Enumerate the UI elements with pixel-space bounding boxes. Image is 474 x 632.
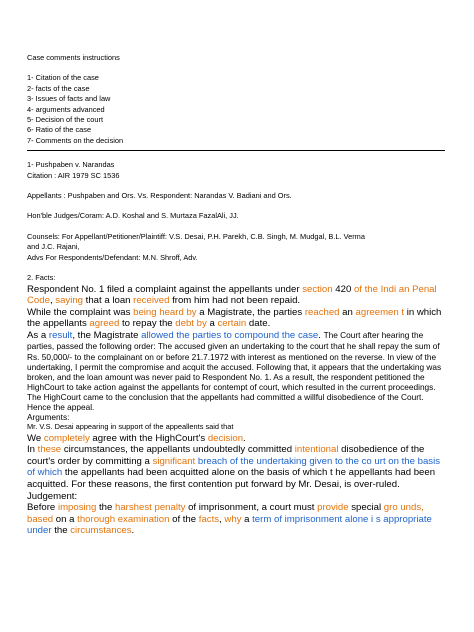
argument-paragraph (27, 433, 449, 445)
highlighted-word: gro unds, based (27, 502, 424, 525)
arguments-heading: Arguments: (27, 412, 70, 423)
facts-paragraph (27, 330, 447, 412)
highlighted-word: debt (175, 318, 194, 330)
instruction-item: 7- Comments on the decision (27, 135, 124, 145)
text-run: We (27, 432, 44, 444)
facts-heading: 2. Facts: (27, 273, 56, 283)
highlighted-word: agreed (89, 318, 120, 330)
instruction-item: 5- Decision of the court (27, 115, 103, 125)
highlighted-word: reached (304, 306, 340, 318)
highlighted-word: significant (152, 455, 196, 467)
highlighted-word: facts (198, 513, 220, 525)
instruction-item: 1- Citation of the case (27, 73, 99, 83)
highlighted-word: harshest penalty (115, 502, 186, 514)
judgement-paragraph (27, 502, 449, 537)
text-run: . (318, 329, 324, 341)
highlighted-word: intentional (294, 444, 339, 456)
text-run: an (339, 306, 356, 318)
case-judges: Hon'ble Judges/Coram: A.D. Koshal and S. Murtaza FazalAli, JJ. (27, 211, 239, 221)
text-run: circumstances, the appellants undoubtedly committed (61, 444, 295, 456)
text-run: to repay the (119, 318, 176, 330)
text-run: of the (169, 513, 199, 525)
highlighted-word: section (302, 283, 333, 295)
highlighted-word: allowed the parties to compound the case (141, 329, 319, 341)
highlighted-word: term of imprisonment alone i s appropriate under (27, 513, 432, 537)
text-run: of imprisonment, a court must (185, 502, 318, 514)
text-run: . (243, 432, 246, 444)
counsels-line: Counsels: For Appellant/Petitioner/Plaintiff: V.S. Desai, P.H. Parekh, C.B. Singh, M. Mudgal, B.L. Verma (27, 231, 365, 241)
text-run: In (27, 444, 38, 456)
instruction-item: 2- facts of the case (27, 83, 90, 93)
text-run: date. (246, 318, 271, 330)
text-run: 420 (332, 283, 354, 295)
text-run: As a (27, 329, 49, 341)
judgement-heading: Judgement: (27, 490, 78, 502)
arguments-intro: Mr. V.S. Desai appearing in support of the appeallents said that (27, 422, 234, 432)
text-run: in which the appellants (27, 306, 442, 330)
case-name: 1- Pushpaben v. Narandas (27, 160, 115, 170)
instructions-list (27, 73, 474, 146)
case-citation: Citation : AIR 1979 SC 1536 (27, 170, 120, 180)
text-run: agree with the HighCourt's (89, 432, 208, 444)
instruction-item: 3- Issues of facts and law (27, 94, 111, 104)
text-run: a (241, 513, 253, 525)
text-run: , (49, 295, 56, 307)
text-run: a (206, 318, 218, 330)
text-run: Before (27, 502, 58, 514)
highlighted-word: being heard by (133, 306, 197, 318)
counsels-respondent: Advs For Respondents/Defendant: M.N. Shroff, Adv. (27, 252, 198, 262)
highlighted-word: by (196, 318, 207, 330)
text-run: on a (53, 513, 78, 525)
highlighted-word: agreemen t (355, 306, 405, 318)
highlighted-word: of the (353, 283, 378, 295)
text-run: that a loan (83, 295, 134, 307)
text-run: , the Magistrate (72, 329, 142, 341)
highlighted-word: result (48, 329, 73, 341)
text-run: While the complaint was (27, 306, 134, 318)
highlighted-word: decision (207, 432, 244, 444)
highlighted-word: completely (43, 432, 90, 444)
highlighted-word: Indi an Penal Code (27, 283, 437, 307)
highlighted-word: certain (217, 318, 247, 330)
divider-rule (27, 150, 445, 151)
text-run: a Magistrate, the parties (196, 306, 305, 318)
argument-paragraph (27, 444, 449, 490)
highlighted-word: thorough examination (77, 513, 170, 525)
instruction-item: 6- Ratio of the case (27, 125, 92, 135)
text-run: the (51, 525, 71, 537)
highlighted-word: imposing (57, 502, 97, 514)
text-run: disobedience of the court's order by committing a (27, 444, 425, 467)
text-run: . (131, 525, 135, 537)
text-run: Respondent No. 1 filed a complaint against the appellants under (27, 283, 303, 295)
facts-paragraph (27, 307, 449, 330)
text-run: from him had not been repaid. (169, 295, 301, 307)
highlighted-word: received (133, 295, 170, 307)
highlighted-word: saying (55, 295, 84, 307)
highlighted-word: breach of the undertaking given to the co urt on the basis of which (27, 455, 441, 479)
highlighted-word: these (37, 444, 62, 456)
facts-body: The Court after hearing the parties, passed the following order: The accused given an undertaking to the court that he shall repay the sum of Rs. 50,000/- to the complainant on or before 21.7.1972 with interest as mentioned on the reverse. In view of the undertaking, I permit the compromise and acquit the accused. Following that, it appears that the undertaking was broken, and the loan amount was never paid to Respondent No. 1. As a result, the respondent petitioned the HighCourt to take action against the appellants for contempt of court, which resulted in the current proceedings. The HighCourt came to the conclusion that the appellants had committed a willful disobedience of the Court. Hence the appeal. (27, 329, 442, 413)
instructions-title: Case comments instructions (27, 53, 120, 62)
text-run: special (348, 502, 384, 514)
facts-paragraph (27, 284, 449, 307)
instruction-item: 4- arguments advanced (27, 104, 105, 114)
facts-lead (27, 330, 324, 341)
case-parties: Appellants : Pushpaben and Ors. Vs. Respondent: Narandas V. Badiani and Ors. (27, 191, 292, 201)
highlighted-word: circumstances (70, 525, 132, 537)
text-run: the appellants had been acquitted alone on the basis of which t he appellants had been acquitted. For these reasons, the first contention put forward by Mr. Desai, is over-ruled. (27, 467, 436, 490)
text-run: , (219, 513, 225, 525)
highlighted-word: provide (317, 502, 349, 514)
text-run: the (96, 502, 116, 514)
highlighted-word: why (224, 513, 242, 525)
counsels-line: and J.C. Rajani, (27, 242, 80, 252)
